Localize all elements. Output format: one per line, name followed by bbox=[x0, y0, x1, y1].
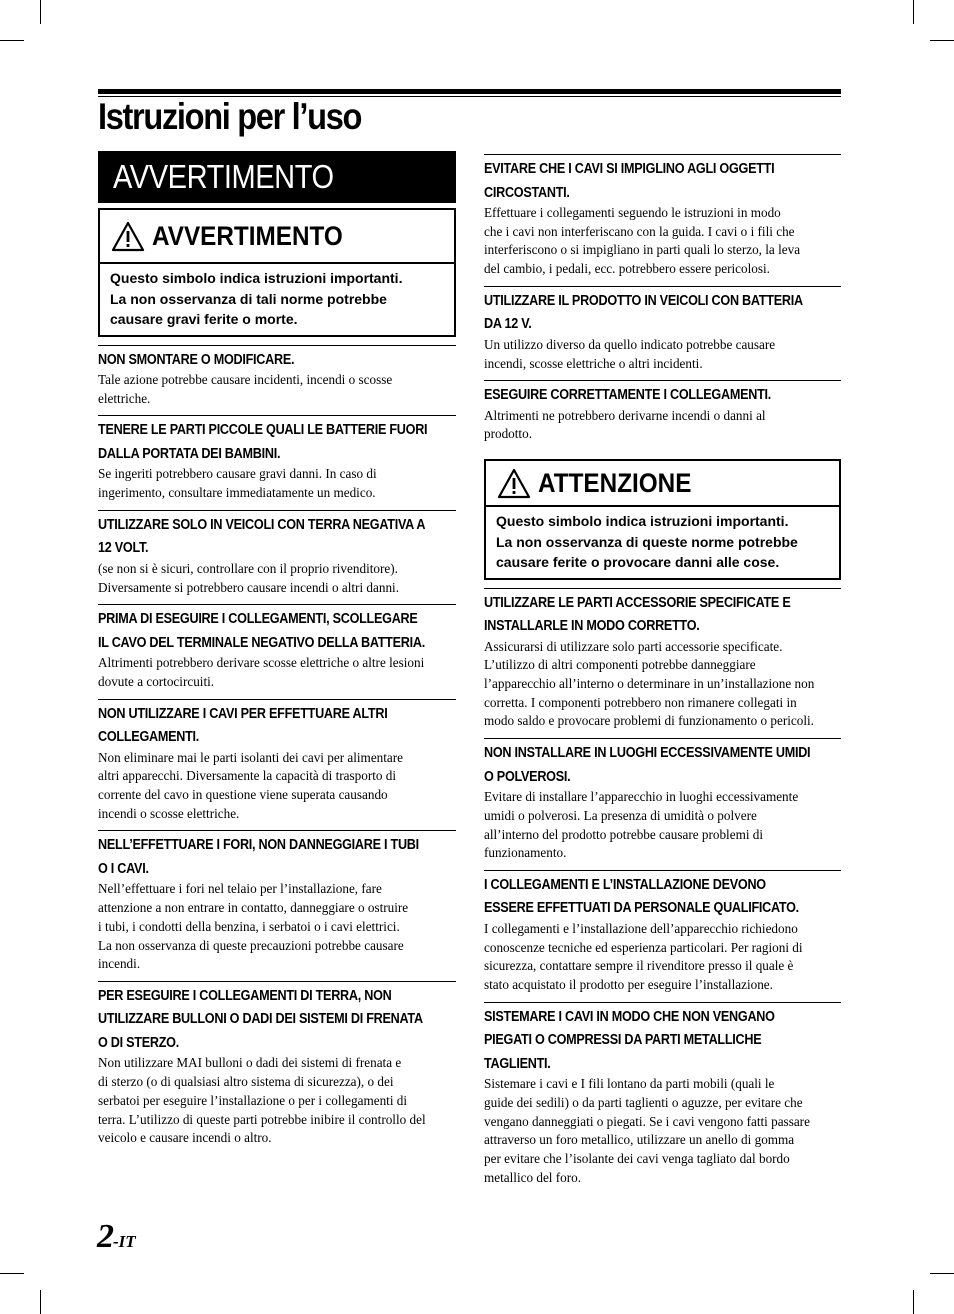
section-body-line: stato acquistato il prodotto per eseguire l’installazione. bbox=[484, 977, 773, 993]
section-body bbox=[98, 560, 456, 597]
section-body-line: Se ingeriti potrebbero causare gravi danni. In caso di bbox=[98, 466, 377, 482]
section-body-line: ingerimento, consultare immediatamente un medico. bbox=[98, 485, 376, 501]
section-heading-line: IL CAVO DEL TERMINALE NEGATIVO DELLA BATTERIA. bbox=[98, 634, 425, 651]
section-body bbox=[98, 654, 456, 691]
section-heading bbox=[98, 703, 456, 750]
section-body-line: Non utilizzare MAI bulloni o dadi dei sistemi di frenata e bbox=[98, 1055, 402, 1071]
section-body-line: di sterzo (o di qualsiasi altro sistema di sicurezza), o dei bbox=[98, 1074, 394, 1090]
section-heading-line: PRIMA DI ESEGUIRE I COLLEGAMENTI, SCOLLEGARE bbox=[98, 611, 418, 628]
section-body-line: Altrimenti ne potrebbero derivarne incendi o danni al bbox=[484, 407, 766, 423]
section-heading-line: NON INSTALLARE IN LUOGHI ECCESSIVAMENTE UMIDI bbox=[484, 745, 811, 762]
section-body-line: l’apparecchio all’interno o determinare in un’installazione non bbox=[484, 676, 815, 692]
section-body bbox=[484, 920, 841, 995]
right-column bbox=[484, 154, 841, 1187]
section-body bbox=[98, 1054, 456, 1148]
section-body-line: incendi o scosse elettriche. bbox=[98, 805, 240, 821]
warning-triangle-icon bbox=[111, 221, 145, 252]
section-heading-line: PER ESEGUIRE I COLLEGAMENTI DI TERRA, NON bbox=[98, 987, 392, 1004]
section-heading bbox=[98, 985, 456, 1056]
section-body-line: (se non si è sicuri, controllare con il proprio rivenditore). bbox=[98, 560, 398, 576]
crop-mark bbox=[930, 40, 954, 41]
section-heading-line: O POLVEROSI. bbox=[484, 768, 571, 785]
section-heading-line: I COLLEGAMENTI E L’INSTALLAZIONE DEVONO bbox=[484, 876, 766, 893]
caution-box bbox=[484, 459, 841, 580]
section-body-line: Sistemare i cavi e I fili lontano da parti mobili (quali le bbox=[484, 1076, 775, 1092]
section-body-line: dovute a cortocircuiti. bbox=[98, 673, 215, 689]
section-body-line: interferiscono o si impigliano in parti quali lo sterzo, la leva bbox=[484, 242, 801, 258]
section-body-line: Evitare di installare l’apparecchio in luoghi eccessivamente bbox=[484, 789, 799, 805]
crop-mark bbox=[913, 1290, 914, 1314]
warning-section bbox=[98, 604, 456, 691]
section-body-line: modo saldo e provocare problemi di funzionamento o pericoli. bbox=[484, 713, 814, 729]
section-heading-line: CIRCOSTANTI. bbox=[484, 184, 570, 201]
section-heading bbox=[98, 514, 456, 561]
section-heading-line: O DI STERZO. bbox=[98, 1034, 179, 1051]
section-heading-line: NON SMONTARE O MODIFICARE. bbox=[98, 351, 295, 368]
section-heading-line: UTILIZZARE SOLO IN VEICOLI CON TERRA NEGATIVA A bbox=[98, 516, 426, 533]
section-body-line: Effettuare i collegamenti seguendo le istruzioni in modo bbox=[484, 205, 781, 220]
caution-box-text: Questo simbolo indica istruzioni importanti. La non osservanza di queste norme potrebbe causare ferite o provocare danni alle cose. bbox=[496, 513, 798, 571]
section-body bbox=[484, 204, 841, 279]
section-body-line: Altrimenti potrebbero derivare scosse elettriche o altre lesioni bbox=[98, 655, 425, 671]
warning-section bbox=[484, 1002, 841, 1188]
section-heading bbox=[484, 384, 841, 408]
crop-mark bbox=[40, 0, 41, 24]
crop-mark bbox=[40, 1290, 41, 1314]
section-heading bbox=[98, 349, 456, 373]
warning-section bbox=[484, 380, 841, 444]
section-heading-line: 12 VOLT. bbox=[98, 540, 149, 557]
section-body-line: Assicurarsi di utilizzare solo parti accessorie specificate. bbox=[484, 638, 783, 654]
warning-section bbox=[484, 154, 841, 279]
right-sections-top bbox=[484, 154, 841, 444]
section-body-line: conoscenze tecniche ed esperienza particolari. Per ragioni di bbox=[484, 939, 803, 955]
page-title: Istruzioni per l’uso bbox=[98, 96, 362, 137]
section-heading-line: ESEGUIRE CORRETTAMENTE I COLLEGAMENTI. bbox=[484, 387, 772, 404]
section-heading-line: TAGLIENTI. bbox=[484, 1055, 551, 1072]
section-body-line: prodotto. bbox=[484, 426, 532, 442]
section-body-line: attraverso un foro metallico, utilizzare un anello di gomma bbox=[484, 1132, 795, 1148]
section-body-line: i tubi, i condotti della benzina, i serbatoi o i cavi elettrici. bbox=[98, 918, 400, 934]
section-body-line: Diversamente si potrebbero causare incendi o altri danni. bbox=[98, 579, 400, 595]
section-body-line: vengano danneggiati o piegati. Se i cavi vengono fatti passare bbox=[484, 1113, 810, 1129]
right-sections-bottom bbox=[484, 588, 841, 1188]
section-body-line: I collegamenti e l’installazione dell’apparecchio richiedono bbox=[484, 920, 798, 936]
section-body-line: sicurezza, contattare sempre il rivenditore presso il quale è bbox=[484, 958, 794, 974]
warning-triangle-icon bbox=[497, 468, 531, 499]
section-heading-line: UTILIZZARE BULLONI O DADI DEI SISTEMI DI FRENATA bbox=[98, 1011, 423, 1028]
warning-section bbox=[98, 981, 456, 1148]
section-body-line: veicolo e causare incendi o altro. bbox=[98, 1130, 272, 1146]
section-heading-line: ESSERE EFFETTUATI DA PERSONALE QUALIFICATO. bbox=[484, 900, 799, 917]
crop-mark bbox=[0, 1273, 24, 1274]
section-body bbox=[484, 1075, 841, 1187]
section-heading-line: O I CAVI. bbox=[98, 860, 149, 877]
section-heading bbox=[484, 158, 841, 205]
section-heading-line: TENERE LE PARTI PICCOLE QUALI LE BATTERIE FUORI bbox=[98, 422, 428, 439]
section-body-line: funzionamento. bbox=[484, 845, 567, 861]
section-body-line: La non osservanza di queste precauzioni potrebbe causare bbox=[98, 937, 404, 953]
section-heading bbox=[484, 1006, 841, 1077]
section-heading bbox=[484, 742, 841, 789]
section-body-line: incendi, scosse elettriche o altri incidenti. bbox=[484, 355, 703, 371]
section-body-line: elettriche. bbox=[98, 390, 151, 406]
section-heading bbox=[484, 290, 841, 337]
section-body-line: per evitare che l’isolante dei cavi venga tagliato dal bordo bbox=[484, 1151, 790, 1167]
section-body-line: metallico del foro. bbox=[484, 1169, 582, 1185]
section-body-line: umidi o polverosi. La presenza di umidità o polvere bbox=[484, 807, 757, 823]
section-body-line: del cambio, i pedali, ecc. potrebbero essere pericolosi. bbox=[484, 261, 770, 277]
warning-section bbox=[484, 286, 841, 373]
section-body-line: incendi. bbox=[98, 956, 141, 972]
caution-box-title: ATTENZIONE bbox=[538, 467, 692, 498]
warning-section bbox=[98, 699, 456, 824]
section-body bbox=[484, 336, 841, 373]
section-heading bbox=[98, 834, 456, 881]
section-body-line: terra. L’utilizzo di queste parti potrebbe inibire il controllo del bbox=[98, 1111, 426, 1127]
section-heading-line: INSTALLARLE IN MODO CORRETTO. bbox=[484, 618, 700, 635]
section-heading-line: DA 12 V. bbox=[484, 316, 532, 333]
language-suffix: -IT bbox=[113, 1232, 136, 1251]
section-body-line: guide dei sedili) o da parti taglienti o aguzze, per evitare che bbox=[484, 1094, 803, 1110]
warning-box-text: Questo simbolo indica istruzioni importanti. La non osservanza di tali norme potrebbe causare gravi ferite o morte. bbox=[110, 270, 403, 327]
section-body-line: che i cavi non interferiscano con la guida. I cavi o i fili che bbox=[484, 223, 795, 239]
section-heading bbox=[484, 874, 841, 921]
section-body bbox=[484, 788, 841, 863]
section-body-line: corretta. I componenti potrebbero non rimanere collegati in bbox=[484, 694, 797, 710]
section-body-line: attenzione a non entrare in contatto, danneggiare o ostruire bbox=[98, 900, 409, 916]
warning-box bbox=[98, 208, 456, 337]
warning-section bbox=[484, 588, 841, 732]
page-number: 2 bbox=[97, 1218, 113, 1255]
section-heading-line: UTILIZZARE LE PARTI ACCESSORIE SPECIFICATE E bbox=[484, 594, 791, 611]
section-body-line: Tale azione potrebbe causare incidenti, incendi o scosse bbox=[98, 372, 393, 387]
left-column bbox=[98, 151, 456, 1148]
page-footer bbox=[97, 1218, 136, 1256]
section-heading bbox=[484, 592, 841, 639]
section-heading-line: UTILIZZARE IL PRODOTTO IN VEICOLI CON BATTERIA bbox=[484, 292, 803, 309]
section-body bbox=[484, 638, 841, 732]
header-rule bbox=[98, 89, 841, 94]
section-body-line: altri apparecchi. Diversamente la capacità di trasporto di bbox=[98, 768, 397, 784]
warning-section bbox=[98, 830, 456, 974]
section-heading-line: NON UTILIZZARE I CAVI PER EFFETTUARE ALTRI bbox=[98, 705, 388, 722]
section-heading-line: NELL’EFFETTUARE I FORI, NON DANNEGGIARE I TUBI bbox=[98, 837, 419, 854]
section-heading-line: SISTEMARE I CAVI IN MODO CHE NON VENGANO bbox=[484, 1008, 775, 1025]
section-body bbox=[98, 749, 456, 824]
warning-banner: AVVERTIMENTO bbox=[98, 151, 456, 203]
section-body-line: all’interno del prodotto potrebbe causare problemi di bbox=[484, 826, 764, 842]
section-body-line: corrente del cavo in questione viene superata causando bbox=[98, 787, 388, 803]
left-sections bbox=[98, 345, 456, 1148]
section-body bbox=[484, 407, 841, 444]
section-body-line: serbatoi per eseguire l’installazione o per i collegamenti di bbox=[98, 1092, 408, 1108]
warning-section bbox=[98, 415, 456, 502]
caution-box-header bbox=[486, 461, 839, 507]
section-body-line: Non eliminare mai le parti isolanti dei cavi per alimentare bbox=[98, 749, 404, 765]
section-body-line: Un utilizzo diverso da quello indicato potrebbe causare bbox=[484, 336, 776, 352]
section-heading-line: PIEGATI O COMPRESSI DA PARTI METALLICHE bbox=[484, 1032, 762, 1049]
warning-section bbox=[98, 510, 456, 597]
warning-box-title: AVVERTIMENTO bbox=[152, 220, 343, 251]
section-heading bbox=[98, 419, 456, 466]
crop-mark bbox=[913, 0, 914, 24]
section-body bbox=[98, 371, 456, 408]
section-heading-line: DALLA PORTATA DEI BAMBINI. bbox=[98, 445, 281, 462]
section-heading-line: EVITARE CHE I CAVI SI IMPIGLINO AGLI OGGETTI bbox=[484, 161, 775, 177]
section-body bbox=[98, 465, 456, 502]
crop-mark bbox=[0, 40, 24, 41]
section-heading bbox=[98, 608, 456, 655]
warning-box-header bbox=[100, 210, 454, 264]
warning-section bbox=[98, 345, 456, 409]
section-body-line: L’utilizzo di altri componenti potrebbe danneggiare bbox=[484, 657, 756, 673]
warning-section bbox=[484, 738, 841, 863]
crop-mark bbox=[930, 1273, 954, 1274]
section-body-line: Nell’effettuare i fori nel telaio per l’installazione, fare bbox=[98, 881, 382, 897]
section-body bbox=[98, 880, 456, 974]
warning-section bbox=[484, 870, 841, 995]
section-heading-line: COLLEGAMENTI. bbox=[98, 729, 200, 746]
